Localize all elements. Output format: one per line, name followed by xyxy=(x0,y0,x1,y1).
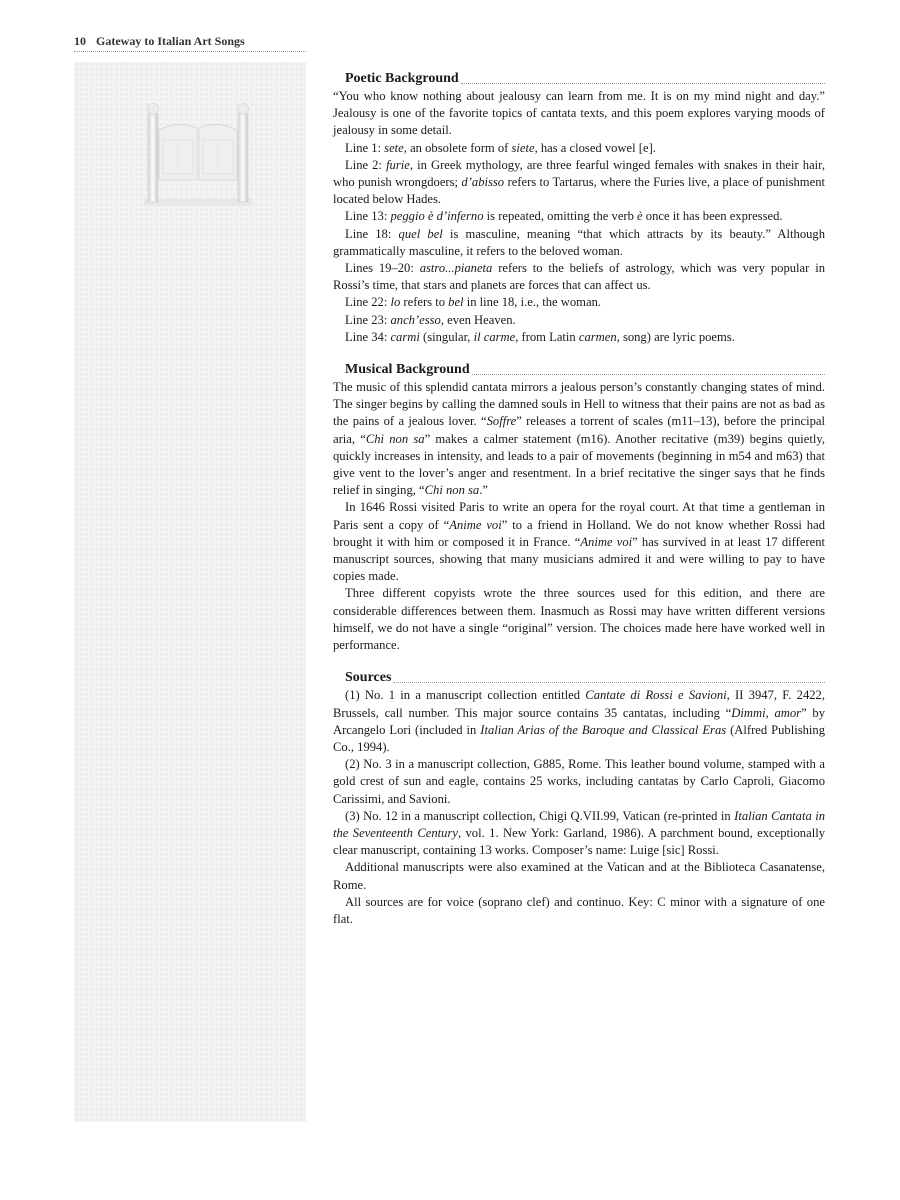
sources-key: All sources are for voice (soprano clef) and continuo. Key: C minor with a signature of one flat. xyxy=(333,894,825,926)
note-line-22: Line 22: lo refers to bel in line 18, i.e., the woman. xyxy=(345,295,602,310)
note-line-13: Line 13: peggio è d’inferno is repeated, omitting the verb è once it has been expressed. xyxy=(345,209,783,224)
note-line-18: Line 18: quel bel is masculine, meaning “that which attracts by its beauty.” Although grammatically masculine, it refers to the beloved woman. xyxy=(333,226,826,258)
sources-heading: Sources xyxy=(333,669,825,687)
note-line-1: Line 1: sete, an obsolete form of siete, has a closed vowel [e]. xyxy=(345,140,656,155)
main-text xyxy=(333,70,825,928)
poetic-paragraph: “You who know nothing about jealousy can learn from me. It is on my mind night and day.” Jealousy is one of the favorite topics of cantata texts, and this poem explores varying moods of jealousy in some detail. xyxy=(333,89,825,138)
source-3: (3) No. 12 in a manuscript collection, Chigi Q.VII.99, Vatican (re-printed in Italian Cantata in the Seventeenth Century, vol. 1. New York: Garland, 1986). A parchment bound, exceptionally clear manuscript, containing 13 works. Composer’s name: Luige [sic] Rossi. xyxy=(333,808,826,858)
musical-heading: Musical Background xyxy=(333,361,825,379)
page-number: 10 xyxy=(74,34,86,48)
running-head xyxy=(74,34,306,52)
note-line-23: Line 23: anch’esso, even Heaven. xyxy=(345,312,516,327)
source-2: (2) No. 3 in a manuscript collection, G885, Rome. This leather bound volume, stamped with a gold crest of sun and eagle, contains 25 works, including cantatas by Carlo Caproli, Giacomo Carissimi, and Savioni. xyxy=(333,757,825,806)
musical-paragraph-2: In 1646 Rossi visited Paris to write an opera for the royal court. At that time a gentleman in Paris sent a copy of “Anime voi” to a friend in Holland. We do not know whether Rossi had brought it with him or composed it in France. “Anime voi” has survived in at least 17 different manuscript sources, showing that many musicians admired it and were willing to pay to have copies made. xyxy=(333,500,825,584)
gate-illustration-icon xyxy=(142,100,254,212)
sources-additional: Additional manuscripts were also examined at the Vatican and at the Biblioteca Casanatense, Rome. xyxy=(333,860,825,892)
musical-paragraph-3: Three different copyists wrote the three sources used for this edition, and there are considerable differences between them. Inasmuch as Rossi may have written different versions himself, we do not have a single “original” version. The choices made here have worked well in performance. xyxy=(333,586,825,653)
note-lines-19-20: Lines 19–20: astro...pianeta refers to the beliefs of astrology, which was very popular in Rossi’s time, that stars and planets are forces that can affect us. xyxy=(333,261,825,293)
book-title: Gateway to Italian Art Songs xyxy=(96,34,245,48)
poetic-heading: Poetic Background xyxy=(333,70,825,88)
note-line-2: Line 2: furie, in Greek mythology, are three fearful winged females with snakes in their hair, who punish wrongdoers; d’abisso refers to Tartarus, where the Furies live, a place of punishment located below Hades. xyxy=(333,157,825,207)
margin-column xyxy=(74,62,306,1122)
note-line-34: Line 34: carmi (singular, il carme, from Latin carmen, song) are lyric poems. xyxy=(345,329,735,344)
musical-paragraph-1: The music of this splendid cantata mirrors a jealous person’s constantly changing states of mind. The singer begins by calling the damned souls in Hell to witness that their pains are not as bad as the pains of a jealous lover. “Soffre” releases a torrent of scales (m11–13), before the principal aria, “Chi non sa” makes a calmer statement (m16). Another recitative (m39) begins quietly, quickly increases in intensity, and leads to a pair of movements (beginning in m54 and m63) that give vent to the lover’s anger and resentment. In a brief recitative the singer says that he finds relief in singing, “Chi non sa.” xyxy=(333,380,826,498)
source-1: (1) No. 1 in a manuscript collection entitled Cantate di Rossi e Savioni, II 3947, F. 2422, Brussels, call number. This major source contains 35 cantatas, including “Dimmi, amor” by Arcangelo Lori (included in Italian Arias of the Baroque and Classical Eras (Alfred Publishing Co., 1994). xyxy=(333,688,826,754)
